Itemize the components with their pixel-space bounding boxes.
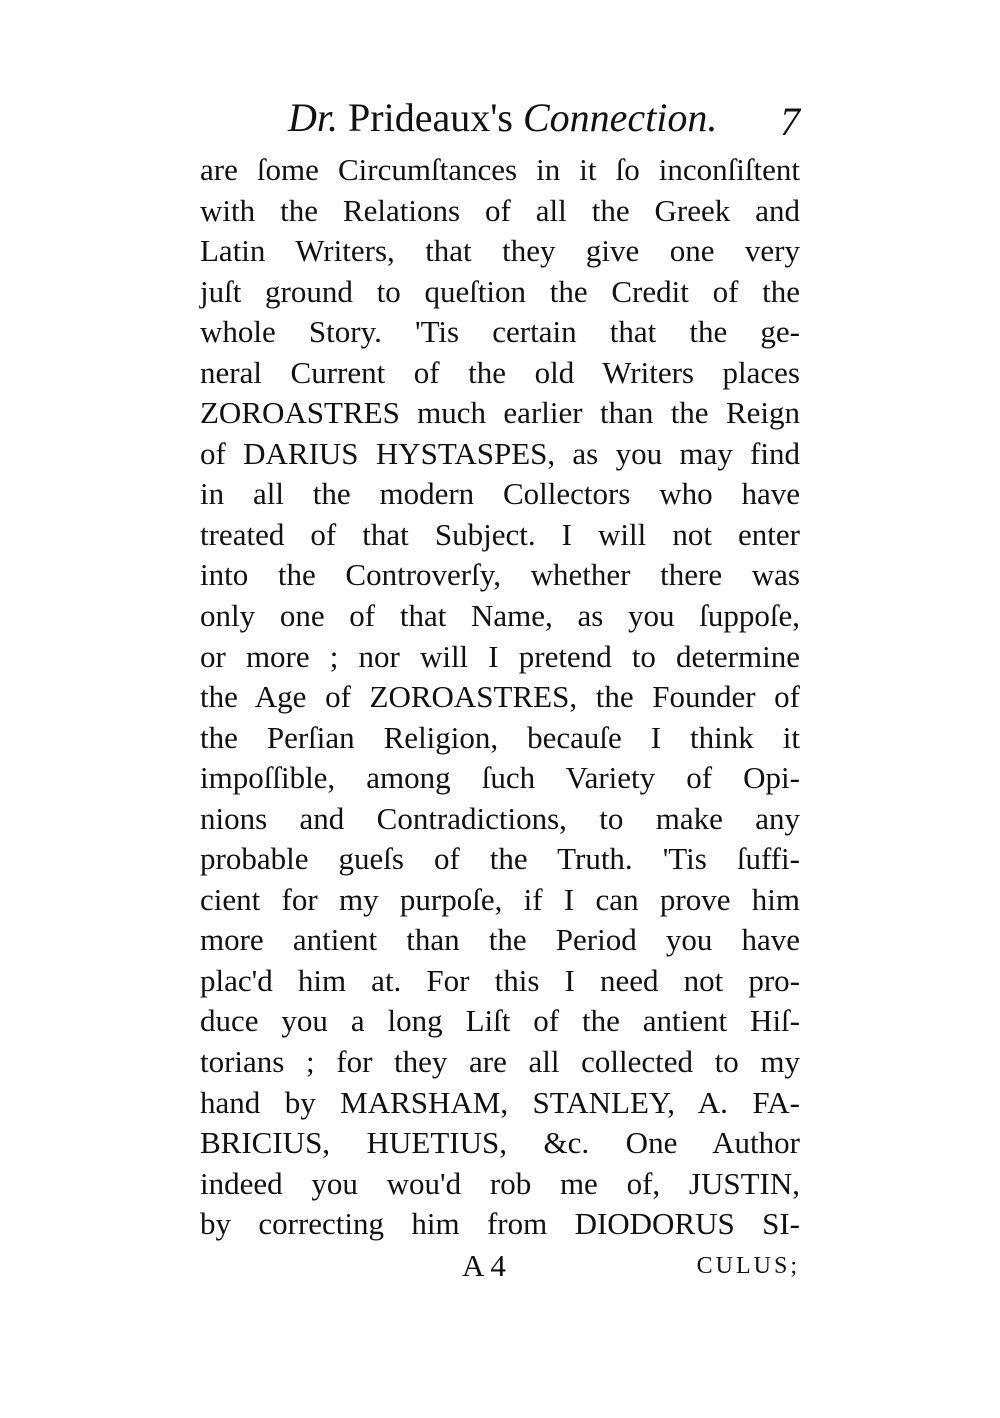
text-line: probable gueſs of the Truth. 'Tis ſuffi- (200, 841, 800, 877)
text-line: treated of that Subject. I will not enter (200, 516, 800, 552)
text-line: of DARIUS HYSTASPES, as you may find (200, 435, 800, 471)
catchword: CULUS; (696, 1253, 800, 1279)
text-line: into the Controverſy, whether there was (200, 557, 800, 593)
text-line: nions and Contradictions, to make any (200, 800, 800, 836)
page-number: 7 (780, 99, 800, 144)
text-line: cient for my purpoſe, if I can prove him (200, 881, 800, 917)
text-line: whole Story. 'Tis certain that the ge- (200, 314, 800, 350)
text-line: BRICIUS, HUETIUS, &c. One Author (200, 1125, 800, 1161)
text-line: hand by MARSHAM, STANLEY, A. FA- (200, 1084, 800, 1120)
running-header (200, 88, 800, 148)
text-line: the Age of ZOROASTRES, the Founder of (200, 679, 800, 715)
text-line: are ſome Circumſtances in it ſo inconſiſtent (200, 152, 800, 187)
title-work: Connection. (523, 95, 718, 140)
title-prefix: Dr. (288, 95, 339, 140)
text-line: with the Relations of all the Greek and (200, 192, 800, 228)
text-line: ZOROASTRES much earlier than the Reign (200, 395, 800, 431)
title-name: Prideaux's (338, 95, 523, 140)
text-line: by correcting him from DIODORUS SI- (200, 1206, 800, 1242)
text-line: indeed you wou'd rob me of, JUSTIN, (200, 1165, 800, 1201)
text-line: in all the modern Collectors who have (200, 476, 800, 512)
body-text (200, 150, 800, 1245)
text-line: or more ; nor will I pretend to determine (200, 638, 800, 674)
text-line: more antient than the Period you have (200, 922, 800, 958)
text-line: plac'd him at. For this I need not pro- (200, 962, 800, 998)
text-line: Latin Writers, that they give one very (200, 233, 800, 269)
text-line: only one of that Name, as you ſuppoſe, (200, 598, 800, 634)
signature-mark: A 4 (462, 1248, 506, 1283)
text-line: the Perſian Religion, becauſe I think it (200, 719, 800, 755)
text-line: impoſſible, among ſuch Variety of Opi- (200, 760, 800, 796)
text-line: juſt ground to queſtion the Credit of the (200, 273, 800, 309)
text-line: duce you a long Liſt of the antient Hiſ- (200, 1003, 800, 1039)
text-line: torians ; for they are all collected to my (200, 1044, 800, 1080)
text-line: neral Current of the old Writers places (200, 354, 800, 390)
page-footer (200, 1244, 800, 1288)
running-title (288, 88, 717, 148)
